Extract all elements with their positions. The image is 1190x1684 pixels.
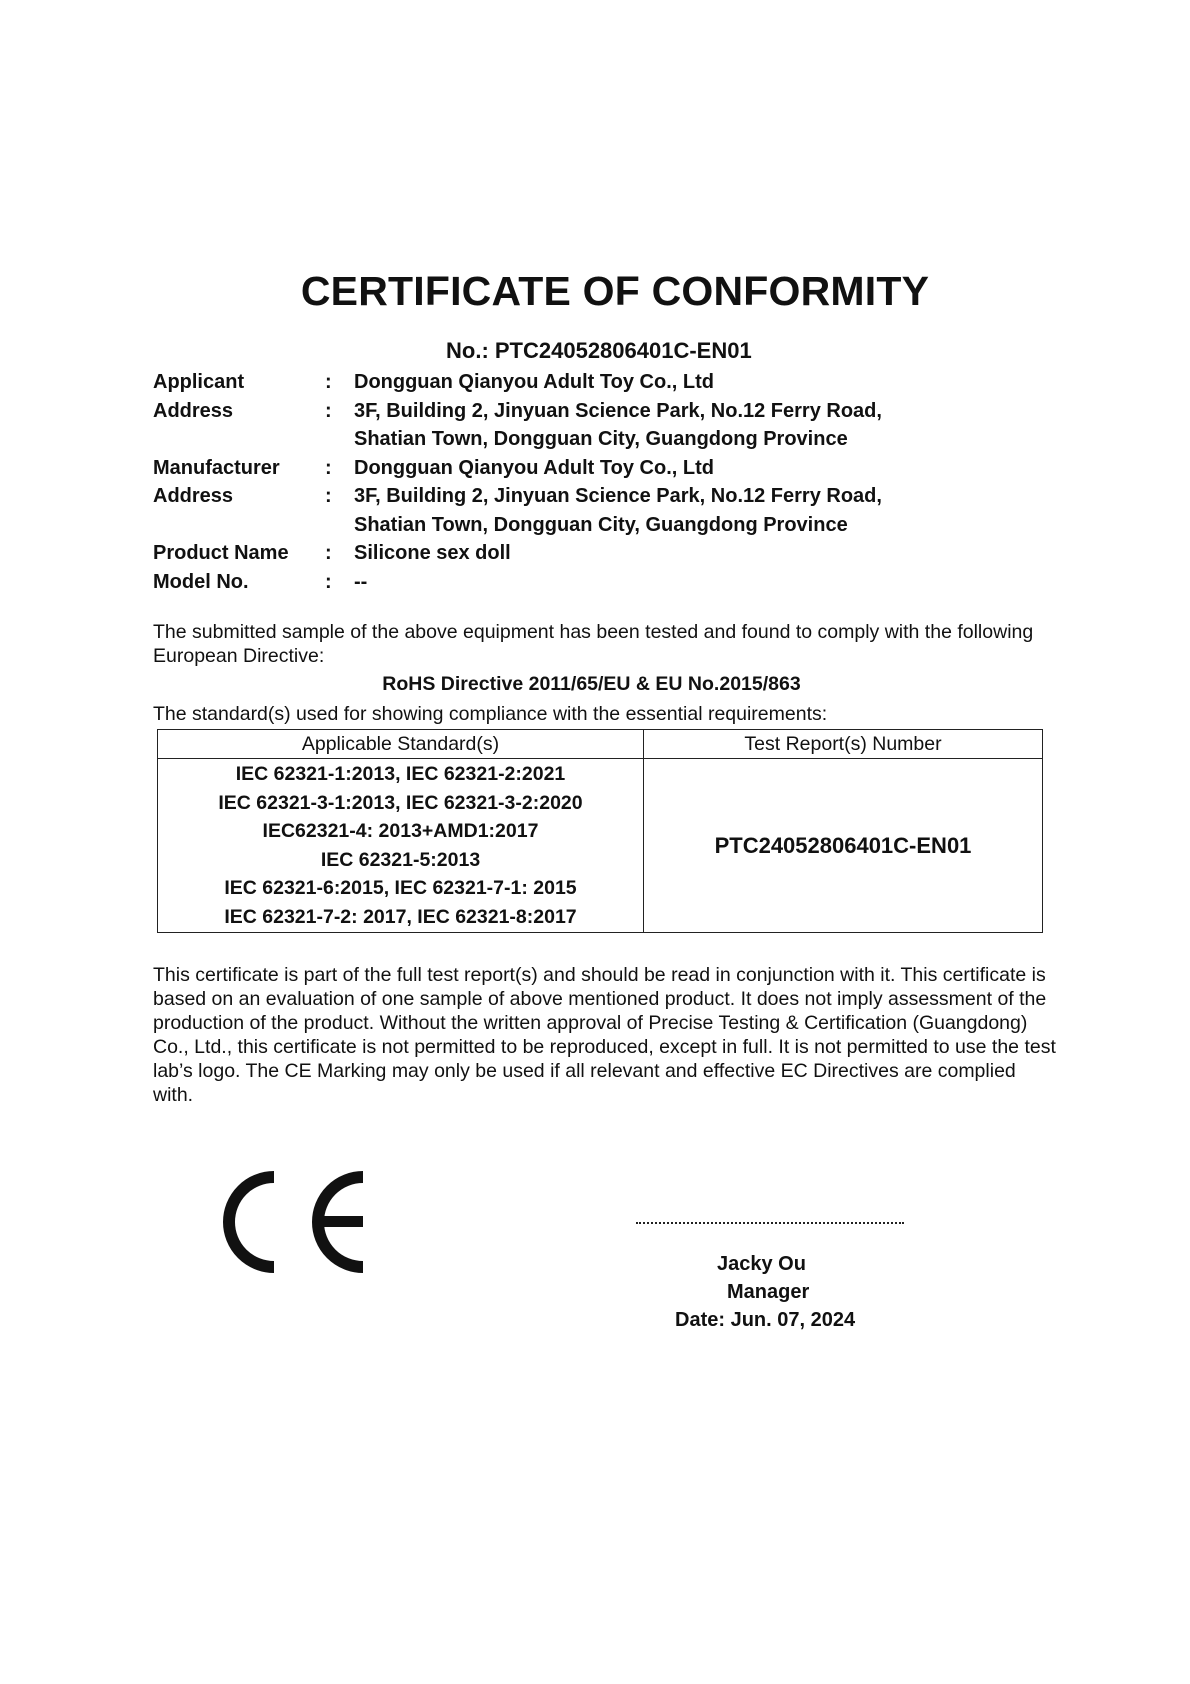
field-row-applicant-address [153,397,882,454]
ce-mark-icon [216,1167,366,1277]
field-colon: : [325,570,332,593]
disclaimer-paragraph: This certificate is part of the full test report(s) and should be read in conjunction with it. This certificate is based on an evaluation of one sample of above mentioned product. It does not imply assessment of the production of the product. Without the written approval of Precise Testing & Certification (Guangdong) Co., Ltd., this certificate is not permitted to be reproduced, except in full. It is not permitted to use the test lab’s logo. The CE Marking may only be used if all relevant and effective EC Directives are complied with. [153,964,1056,1106]
directive-title: RoHS Directive 2011/65/EU & EU No.2015/863 [382,673,801,695]
header-applicable-standards: Applicable Standard(s) [158,730,644,759]
table-row [158,759,1043,933]
ce-mark-c [229,1177,274,1267]
intro-paragraph: The submitted sample of the above equipment has been tested and found to comply with the following European Directive: [153,621,1034,667]
signatory-title: Manager [727,1281,810,1303]
signature-date: Date: Jun. 07, 2024 [675,1309,856,1331]
field-row-applicant [153,368,882,397]
standard-line: IEC 62321-5:2013 [320,848,481,871]
standard-line: IEC62321-4: 2013+AMD1:2017 [262,820,539,842]
field-label: Model No. [153,570,249,593]
signatory-name: Jacky Ou [717,1253,806,1275]
certificate-number: No.: PTC24052806401C-EN01 [446,338,752,363]
field-value: 3F, Building 2, Jinyuan Science Park, No.12 Ferry Road, Shatian Town, Dongguan City, Guangdong Province [354,485,882,536]
field-label: Address [153,485,234,507]
party-info-block [153,368,882,596]
standard-line: IEC 62321-7-2: 2017, IEC 62321-8:2017 [224,905,577,928]
standards-table [157,729,1043,933]
field-label: Applicant [153,371,245,393]
signature-line [636,1222,904,1224]
field-value: Dongguan Qianyou Adult Toy Co., Ltd [354,456,714,479]
standard-line: IEC 62321-6:2015, IEC 62321-7-1: 2015 [224,877,577,899]
field-value: Silicone sex doll [354,542,511,564]
field-value: -- [354,570,368,593]
field-colon: : [325,542,332,564]
field-row-product-name [153,539,882,568]
field-colon: : [325,485,332,507]
standards-cell [158,759,644,933]
field-value: 3F, Building 2, Jinyuan Science Park, No.12 Ferry Road, Shatian Town, Dongguan City, Guangdong Province [354,399,882,450]
standard-line: IEC 62321-3-1:2013, IEC 62321-3-2:2020 [218,791,583,814]
table-header-row [158,730,1043,759]
report-number-cell: PTC24052806401C-EN01 [644,759,1043,933]
field-label: Address [153,399,234,422]
field-colon: : [325,371,332,393]
field-label: Manufacturer [153,456,280,479]
standard-line: IEC 62321-1:2013, IEC 62321-2:2021 [235,763,566,785]
header-test-report-number: Test Report(s) Number [644,730,1043,759]
field-colon: : [325,456,332,479]
ce-mark-e-bar [324,1216,363,1227]
certificate-title: CERTIFICATE OF CONFORMITY [300,268,930,314]
field-row-model-no [153,568,882,597]
field-label: Product Name [153,542,289,564]
field-row-manufacturer [153,454,882,483]
field-row-manufacturer-address [153,482,882,539]
standards-intro: The standard(s) used for showing compliance with the essential requirements: [153,703,828,725]
field-value: Dongguan Qianyou Adult Toy Co., Ltd [354,371,714,393]
field-colon: : [325,399,332,422]
